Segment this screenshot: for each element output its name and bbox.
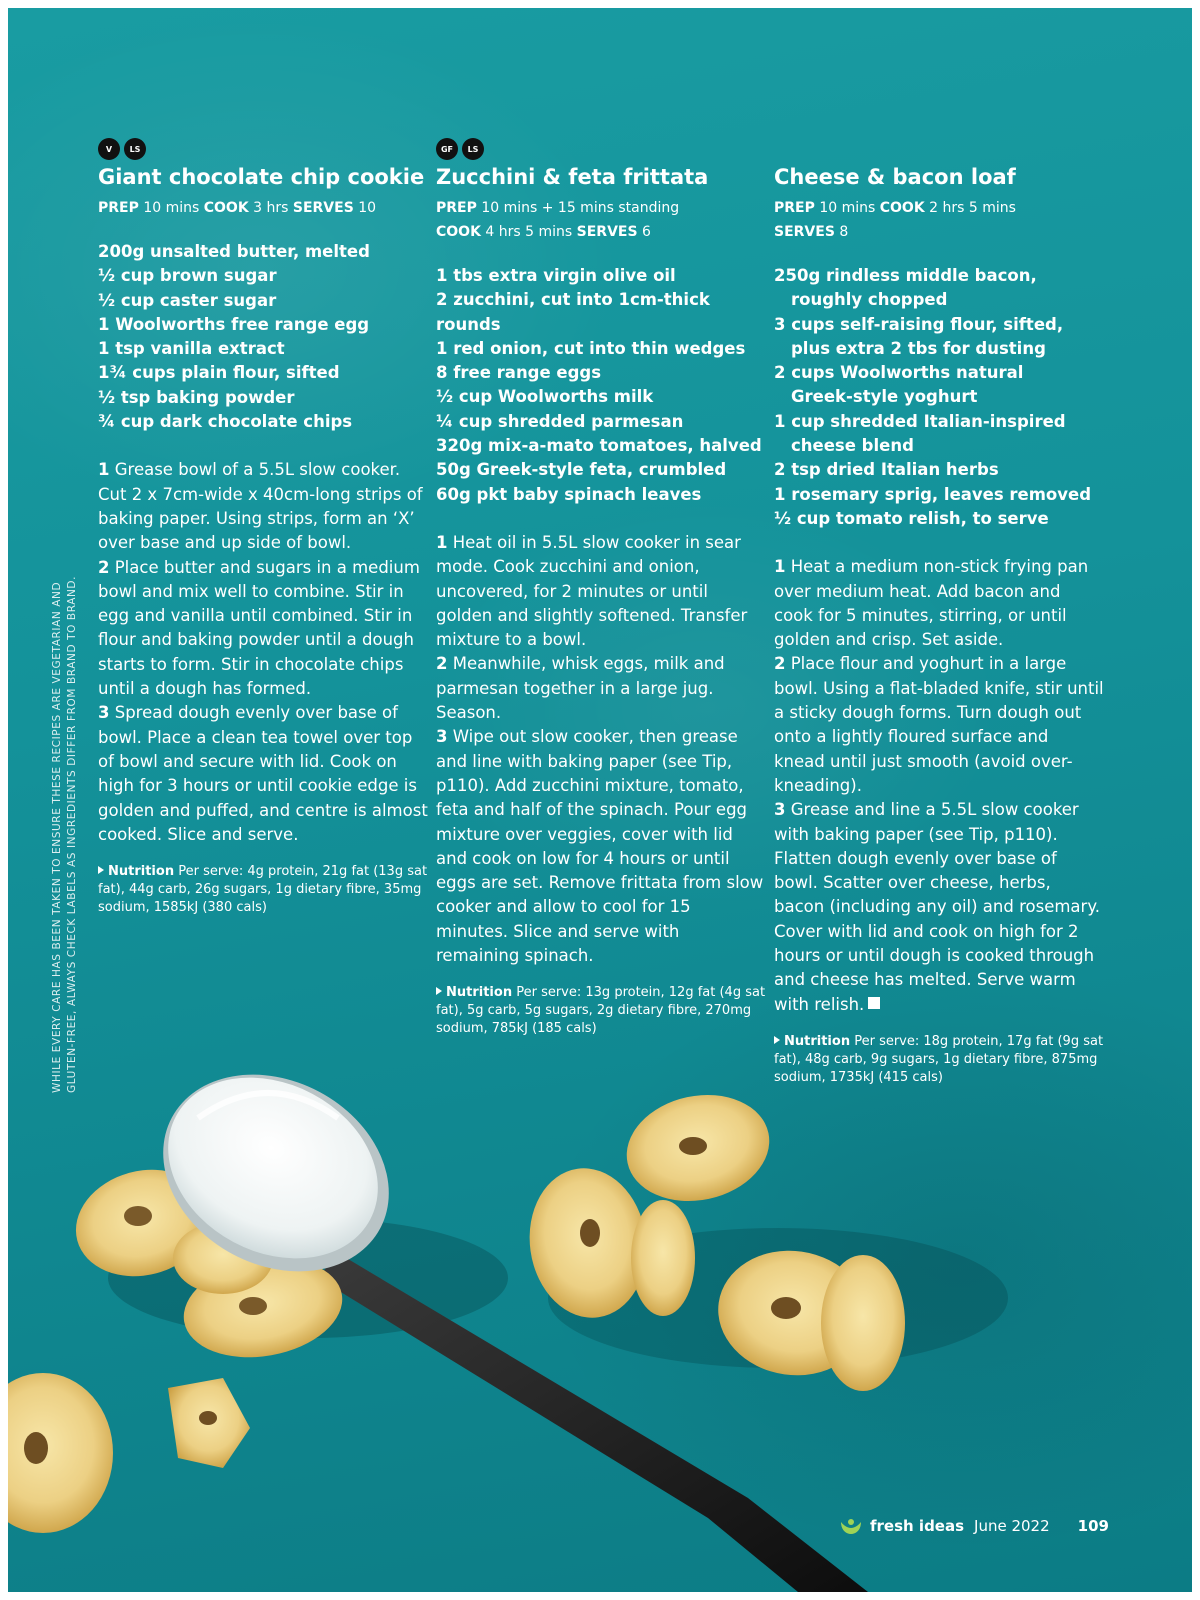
ingredient: Greek-style yoghurt <box>791 387 978 407</box>
ingredient: 1 tsp vanilla extract <box>98 339 285 359</box>
method-step <box>98 458 428 555</box>
meta-label: SERVES <box>576 224 638 240</box>
meta-value: 2 hrs 5 mins <box>929 200 1016 216</box>
recipe-meta <box>98 196 428 220</box>
ingredient: 1 Woolworths free range egg <box>98 314 370 334</box>
ingredient: 50g Greek-style feta, crumbled <box>436 460 727 480</box>
meta-line <box>774 196 1104 220</box>
meta-value: 4 hrs 5 mins <box>485 224 573 240</box>
ingredient: ½ cup Woolworths milk <box>436 387 654 407</box>
ingredient: 1 cup shredded Italian-inspired <box>774 411 1066 431</box>
step-number: 3 <box>98 703 110 723</box>
method-step <box>774 555 1104 652</box>
ingredient: 1 tbs extra virgin olive oil <box>436 266 676 285</box>
meta-label: PREP <box>98 200 139 216</box>
ingredient: 200g unsalted butter, melted <box>98 242 370 261</box>
footer-brand: fresh ideas <box>870 1517 965 1535</box>
recipe-title: Cheese & bacon loaf <box>774 165 1016 189</box>
method-step <box>98 701 428 847</box>
nutrition-info <box>436 984 766 1038</box>
step-number: 1 <box>436 532 448 552</box>
meta-label: PREP <box>436 200 477 216</box>
triangle-icon <box>436 987 442 995</box>
step-text: Place flour and yoghurt in a large bowl. Using a flat-bladed knife, stir until a sticky dough forms. Turn dough out onto a lightly floured surface and knead until just smooth (avoid over-kneading). <box>774 654 1104 795</box>
meta-value: 10 mins <box>819 200 876 216</box>
ingredient: 8 free range eggs <box>436 363 602 383</box>
meta-value: 10 <box>358 200 377 216</box>
step-number: 3 <box>436 727 448 747</box>
ingredient: ½ cup tomato relish, to serve <box>774 508 1049 528</box>
end-mark-icon <box>868 997 880 1009</box>
step-text: Place butter and sugars in a medium bowl and mix well to combine. Stir in egg and vanilla until combined. Stir in flour and baking powder until a dough starts to form. Stir in chocolate chips until a dough has formed. <box>98 557 420 699</box>
ingredient: 320g mix-a-mato tomatoes, halved <box>436 436 762 456</box>
nutrition-label: Nutrition <box>446 985 513 1001</box>
meta-line <box>774 220 1104 244</box>
ingredient: plus extra 2 tbs for dusting <box>791 338 1046 358</box>
ingredient: 1¾ cups plain flour, sifted <box>98 363 340 383</box>
disclaimer: WHILE EVERY CARE HAS BEEN TAKEN TO ENSURE THESE RECIPES ARE VEGETARIAN AND GLUTEN-FREE, ALWAYS CHECK LABELS AS INGREDIENTS DIFFER FROM BRAND TO BRAND. <box>51 575 78 1093</box>
diet-badges <box>436 138 766 160</box>
ingredient-list <box>436 264 766 507</box>
ingredient: ½ tsp baking powder <box>98 387 295 407</box>
triangle-icon <box>98 866 104 874</box>
meta-label: COOK <box>879 200 925 216</box>
ingredient: 2 zucchini, cut into 1cm-thick rounds <box>436 290 710 334</box>
recipe-meta <box>436 196 766 244</box>
footer-issue: June 2022 <box>974 1517 1050 1535</box>
ingredient: ½ cup caster sugar <box>98 290 277 310</box>
method-step <box>436 725 766 968</box>
method <box>774 555 1104 1017</box>
meta-value: 6 <box>642 224 651 240</box>
diet-badges <box>774 138 1104 160</box>
meta-label: SERVES <box>774 224 835 240</box>
step-text: Grease bowl of a 5.5L slow cooker. Cut 2 x 7cm-wide x 40cm-long strips of baking paper. Using strips, form an ‘X’ over base and up side of bowl. <box>98 460 423 553</box>
step-number: 1 <box>98 460 110 480</box>
recipe-cheese-bacon-loaf <box>774 138 1104 1087</box>
nutrition-label: Nutrition <box>784 1033 851 1049</box>
method-step <box>436 652 766 725</box>
ingredient: 250g rindless middle bacon, <box>774 266 1037 285</box>
nutrition-text: Per serve: 4g protein, 21g fat (13g sat fat), 44g carb, 26g sugars, 1g dietary fibre, 35mg sodium, 1585kJ (380 cals) <box>98 864 428 916</box>
recipe-zucchini-frittata <box>436 138 766 1038</box>
ingredient: ½ cup brown sugar <box>98 266 277 286</box>
meta-line <box>436 220 766 244</box>
meta-value: 10 mins <box>143 200 200 216</box>
nutrition-info <box>98 863 428 917</box>
ingredient: 2 cups Woolworths natural <box>774 363 1024 383</box>
recipe-title: Giant chocolate chip cookie <box>98 165 425 189</box>
ingredient: ¼ cup shredded parmesan <box>436 411 684 431</box>
step-text: Wipe out slow cooker, then grease and line with baking paper (see Tip, p110). Add zucchini mixture, tomato, feta and half of the spinach. Pour egg mixture over veggies, cover with lid and cook on low for 4 hours or until eggs are set. Remove frittata from slow cooker and allow to cool for 15 minutes. Slice and serve with remaining spinach. <box>436 727 764 966</box>
method-step <box>774 652 1104 798</box>
meta-line <box>436 196 766 220</box>
step-text: Heat a medium non-stick frying pan over medium heat. Add bacon and cook for 5 minutes, stirring, or until golden and crisp. Set aside. <box>774 557 1089 650</box>
step-number: 2 <box>436 654 448 674</box>
ingredient: roughly chopped <box>791 290 948 310</box>
ingredient: cheese blend <box>791 436 914 456</box>
method <box>98 458 428 847</box>
method <box>436 531 766 968</box>
step-number: 2 <box>98 557 110 577</box>
step-text: Meanwhile, whisk eggs, milk and parmesan together in a large jug. Season. <box>436 654 725 723</box>
meta-label: PREP <box>774 200 815 216</box>
meta-value: 3 hrs <box>253 200 289 216</box>
meta-label: SERVES <box>292 200 354 216</box>
low-sugar-badge: LS <box>462 138 484 160</box>
gluten-free-badge: GF <box>436 138 458 160</box>
meta-label: COOK <box>203 200 249 216</box>
meta-value: 10 mins + 15 mins standing <box>481 200 680 216</box>
step-text: Heat oil in 5.5L slow cooker in sear mode. Cook zucchini and onion, uncovered, for 2 minutes or until golden and slightly softened. Transfer mixture to a bowl. <box>436 532 748 650</box>
ingredient: 60g pkt baby spinach leaves <box>436 484 702 504</box>
step-number: 2 <box>774 654 786 674</box>
ingredient: ¾ cup dark chocolate chips <box>98 412 353 432</box>
recipe-title: Zucchini & feta frittata <box>436 165 709 189</box>
step-number: 1 <box>774 557 786 577</box>
method-step <box>774 798 1104 1017</box>
ingredient: 2 tsp dried Italian herbs <box>774 460 999 480</box>
page-number: 109 <box>1077 1517 1109 1535</box>
ingredient: 1 rosemary sprig, leaves removed <box>774 484 1092 504</box>
nutrition-text: Per serve: 13g protein, 12g fat (4g sat fat), 5g carb, 5g sugars, 2g dietary fibre, 270mg sodium, 785kJ (185 cals) <box>436 985 766 1037</box>
ingredient-list <box>98 240 428 434</box>
ingredient-list <box>774 264 1104 531</box>
recipe-meta <box>774 196 1104 244</box>
meta-label: COOK <box>436 224 481 240</box>
diet-badges <box>98 138 428 160</box>
triangle-icon <box>774 1036 780 1044</box>
method-step <box>436 531 766 652</box>
step-text: Grease and line a 5.5L slow cooker with baking paper (see Tip, p110). Flatten dough evenly over base of bowl. Scatter over cheese, herbs, bacon (including any oil) and rosemary. Cover with lid and cook on high for 2 hours or until dough is cooked through and cheese has melted. Serve warm with relish. <box>774 800 1100 1014</box>
ingredient: 1 red onion, cut into thin wedges <box>436 338 746 358</box>
step-text: Spread dough evenly over base of bowl. Place a clean tea towel over top of bowl and secure with lid. Cook on high for 3 hours or until cookie edge is golden and puffed, and centre is almost cooked. Slice and serve. <box>98 703 428 844</box>
banana-chip-bottom <box>8 1373 250 1533</box>
nutrition-label: Nutrition <box>108 864 175 880</box>
magazine-page <box>8 8 1192 1592</box>
woolworths-logo-icon <box>838 1516 864 1536</box>
low-sugar-badge: LS <box>124 138 146 160</box>
nutrition-info <box>774 1033 1104 1087</box>
vegetarian-badge: V <box>98 138 120 160</box>
meta-value: 8 <box>839 224 849 240</box>
step-number: 3 <box>774 800 786 820</box>
method-step <box>98 556 428 702</box>
recipe-giant-cookie <box>98 138 428 917</box>
nutrition-text: Per serve: 18g protein, 17g fat (9g sat fat), 48g carb, 9g sugars, 1g dietary fibre, 875mg sodium, 1735kJ (415 cals) <box>774 1033 1104 1085</box>
page-footer <box>838 1516 1109 1536</box>
ingredient: 3 cups self-raising flour, sifted, <box>774 314 1064 334</box>
